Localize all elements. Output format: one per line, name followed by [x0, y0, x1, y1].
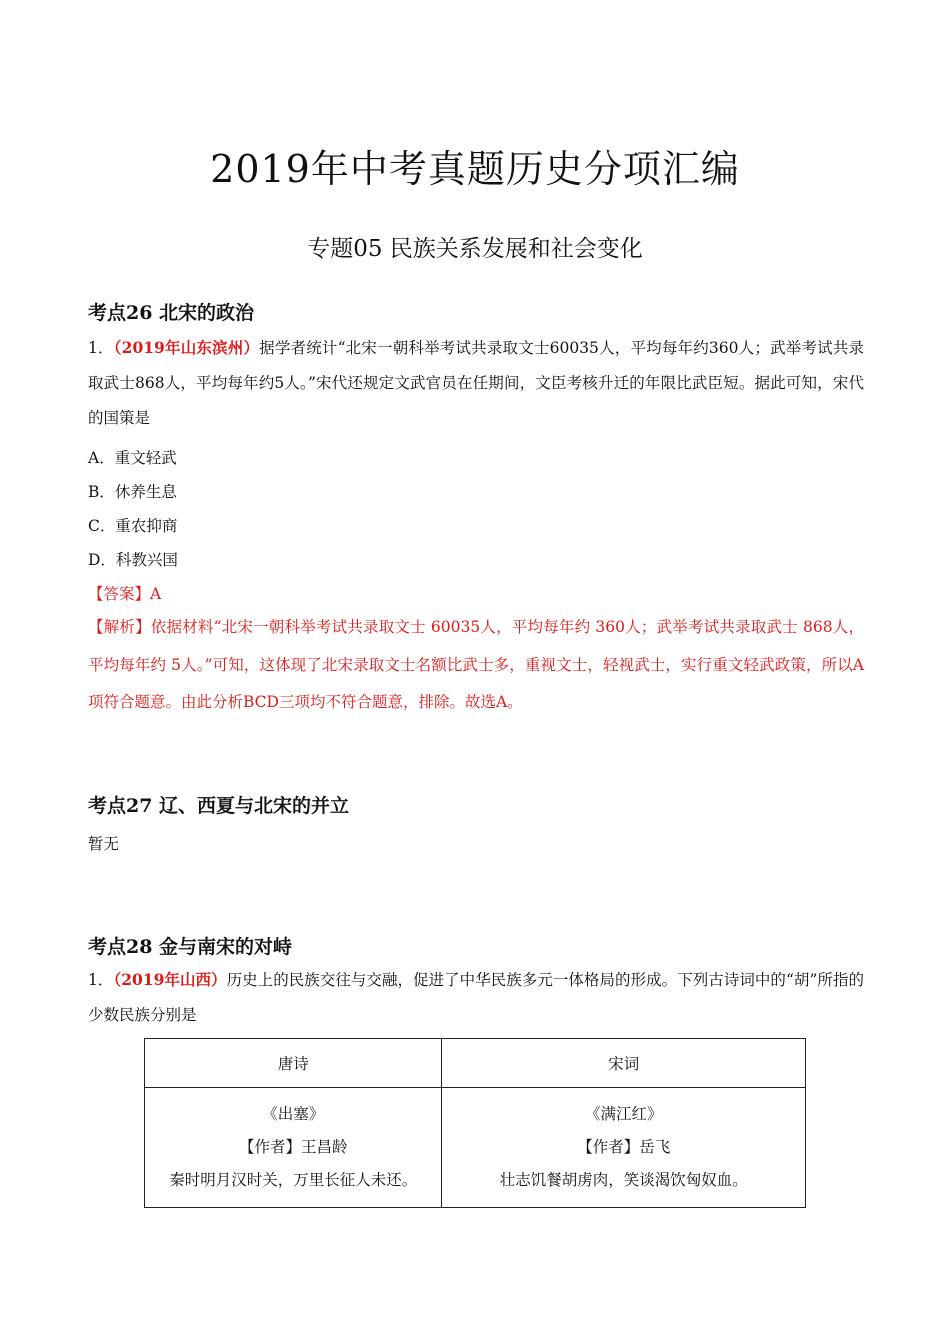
analysis-label: 【解析】	[88, 618, 151, 636]
question-number: 1．	[88, 339, 114, 357]
option-a: A．重文轻武	[88, 449, 177, 467]
question-text: 历史上的民族交往与交融，促进了中华民族多元一体格局的形成。下列古诗词中的“胡”所指的少数民族分别是	[88, 971, 864, 1024]
page-subtitle: 专题05 民族关系发展和社会变化	[307, 236, 643, 262]
analysis-text: 依据材料“北宋一朝科举考试共录取文士 60035人，平均每年约 360人；武举考试共录取武士 868人，平均每年约 5人。”可知，这体现了北宋录取文士名额比武士多，重视文士，轻视武士，实行重文轻武政策，所以A项符合题意。由此分析BCD三项均不符合题意，排除。故选A。	[88, 618, 864, 711]
poem-chusai	[145, 1088, 442, 1208]
option-b: B．休养生息	[88, 483, 177, 501]
section-heading-28: 考点28 金与南宋的对峙	[88, 936, 293, 958]
answer: 【答案】A	[88, 585, 162, 603]
option-d: D．科教兴国	[88, 551, 178, 569]
question-28-1	[88, 962, 864, 1033]
poem-manjianghong	[442, 1088, 806, 1208]
question-number: 1．	[88, 971, 114, 989]
analysis	[88, 609, 864, 722]
question-26-1	[88, 330, 864, 436]
question-source: （2019年山东滨州）	[113, 338, 260, 357]
header-song-ci: 宋词	[442, 1039, 806, 1088]
option-c: C．重农抑商	[88, 517, 178, 535]
section-heading-27: 考点27 辽、西夏与北宋的并立	[88, 795, 350, 817]
question-text: 据学者统计“北宋一朝科举考试共录取文士60035人，平均每年约360人；武举考试共录取武士868人，平均每年约5人。”宋代还规定文武官员在任期间，文臣考核升迁的年限比武臣短。据此可知，宋代的国策是	[88, 339, 864, 427]
header-tang-poem: 唐诗	[145, 1039, 442, 1088]
section-heading-26: 考点26 北宋的政治	[88, 302, 255, 324]
poem-table	[144, 1038, 806, 1208]
poem-title: 《满江红》	[584, 1105, 663, 1123]
poem-line: 秦时明月汉时关，万里长征人未还。	[169, 1171, 418, 1189]
poem-author: 【作者】岳飞	[577, 1138, 671, 1156]
question-source: （2019年山西）	[113, 970, 227, 989]
page-title: 2019年中考真题历史分项汇编	[210, 147, 740, 191]
section-27-note: 暂无	[88, 835, 120, 853]
poem-title: 《出塞》	[262, 1105, 325, 1123]
poem-author: 【作者】王昌龄	[238, 1138, 348, 1156]
poem-line: 壮志饥餐胡虏肉，笑谈渴饮匈奴血。	[499, 1171, 748, 1189]
